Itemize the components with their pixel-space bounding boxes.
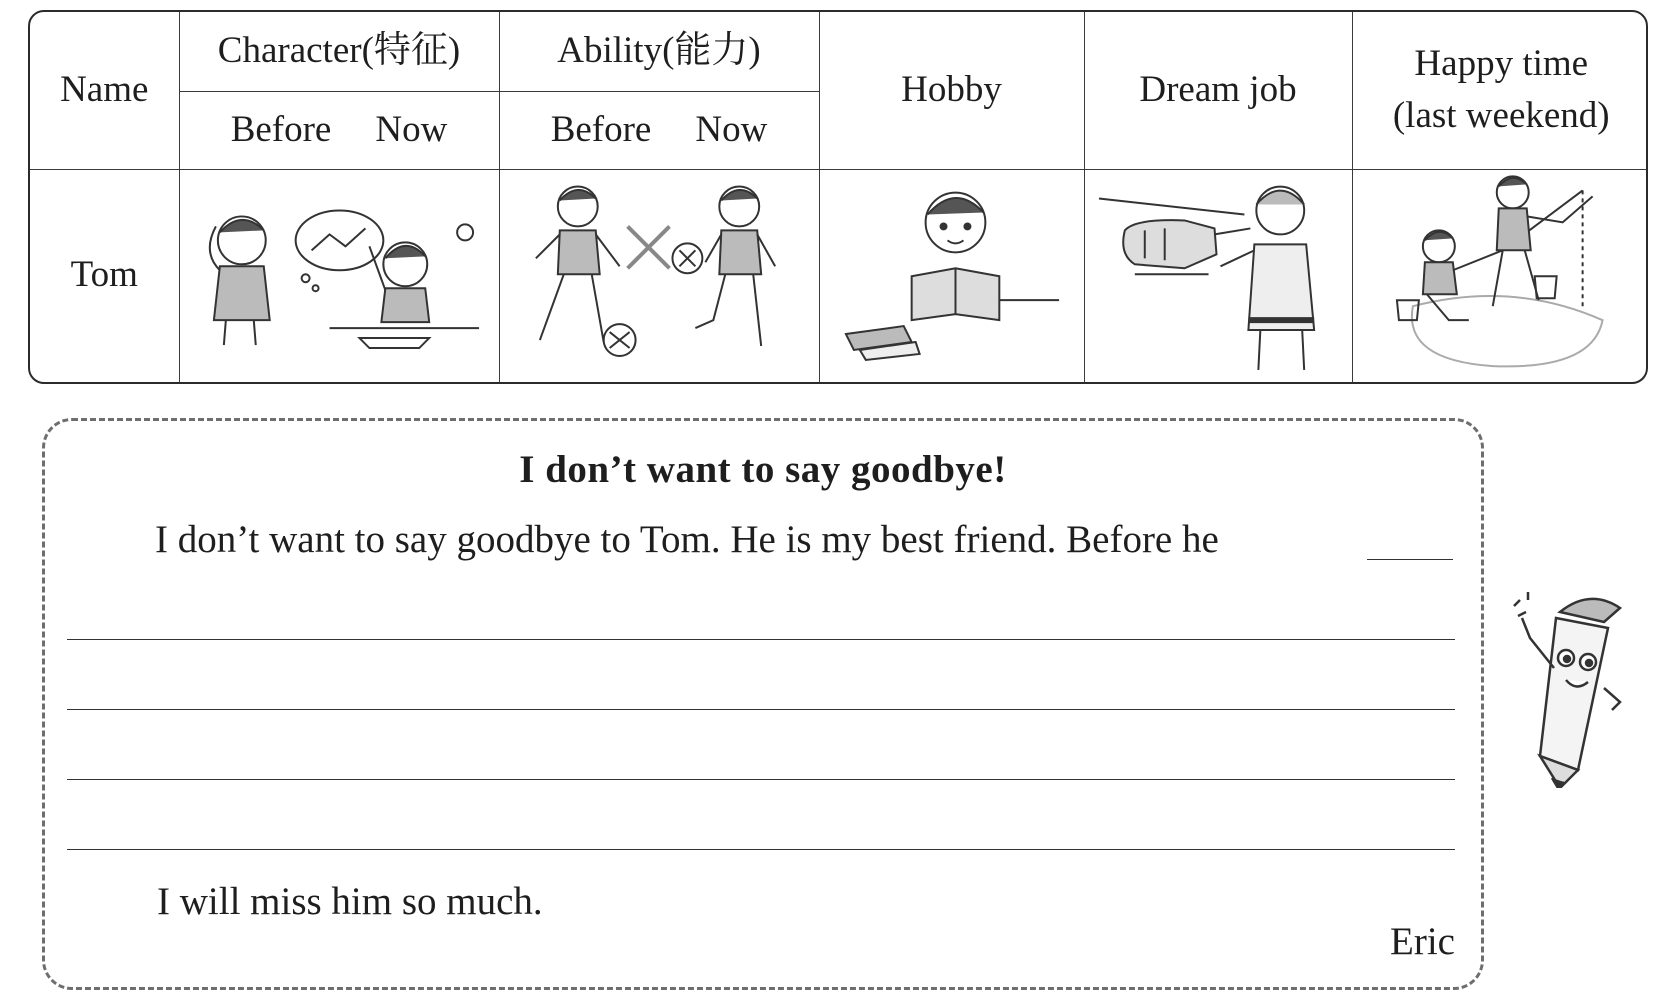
answer-line-4[interactable]	[67, 849, 1455, 850]
character-illustration	[180, 170, 499, 383]
ability-now-label: Now	[695, 108, 768, 150]
row-name-tom: Tom	[30, 169, 179, 382]
header-ability: Ability(能力)	[499, 12, 819, 91]
character-illustration-cell	[179, 169, 499, 382]
header-dream-job: Dream job	[1084, 12, 1352, 169]
note-first-line: I don’t want to say goodbye to Tom. He is my best friend. Before he	[155, 518, 1219, 561]
happy-time-illustration	[1353, 170, 1649, 383]
ability-illustration	[500, 170, 819, 383]
ability-subheaders	[499, 91, 819, 169]
writing-card	[42, 418, 1484, 990]
character-subheaders	[179, 91, 499, 169]
pencil-mascot-icon	[1500, 578, 1650, 788]
character-before-label: Before	[230, 108, 332, 150]
answer-line-3[interactable]	[67, 779, 1455, 780]
dream-job-illustration	[1085, 170, 1352, 383]
header-happy-time-line1: Happy time	[1414, 42, 1589, 84]
hobby-illustration	[820, 170, 1084, 383]
answer-line-1[interactable]	[67, 639, 1455, 640]
info-table	[28, 10, 1648, 384]
header-name: Name	[30, 12, 179, 169]
answer-line-2[interactable]	[67, 709, 1455, 710]
note-closing: I will miss him so much.	[157, 880, 543, 923]
dream-job-illustration-cell	[1084, 169, 1352, 382]
header-happy-time	[1352, 12, 1648, 169]
character-now-label: Now	[375, 108, 448, 150]
ability-illustration-cell	[499, 169, 819, 382]
note-title: I don’t want to say goodbye!	[519, 448, 1007, 491]
header-hobby: Hobby	[819, 12, 1084, 169]
note-signature: Eric	[1390, 920, 1455, 963]
happy-time-illustration-cell	[1352, 169, 1648, 382]
hobby-illustration-cell	[819, 169, 1084, 382]
header-character: Character(特征)	[179, 12, 499, 91]
answer-blank-short[interactable]	[1367, 559, 1453, 560]
ability-before-label: Before	[550, 108, 652, 150]
header-happy-time-line2: (last weekend)	[1392, 95, 1610, 137]
